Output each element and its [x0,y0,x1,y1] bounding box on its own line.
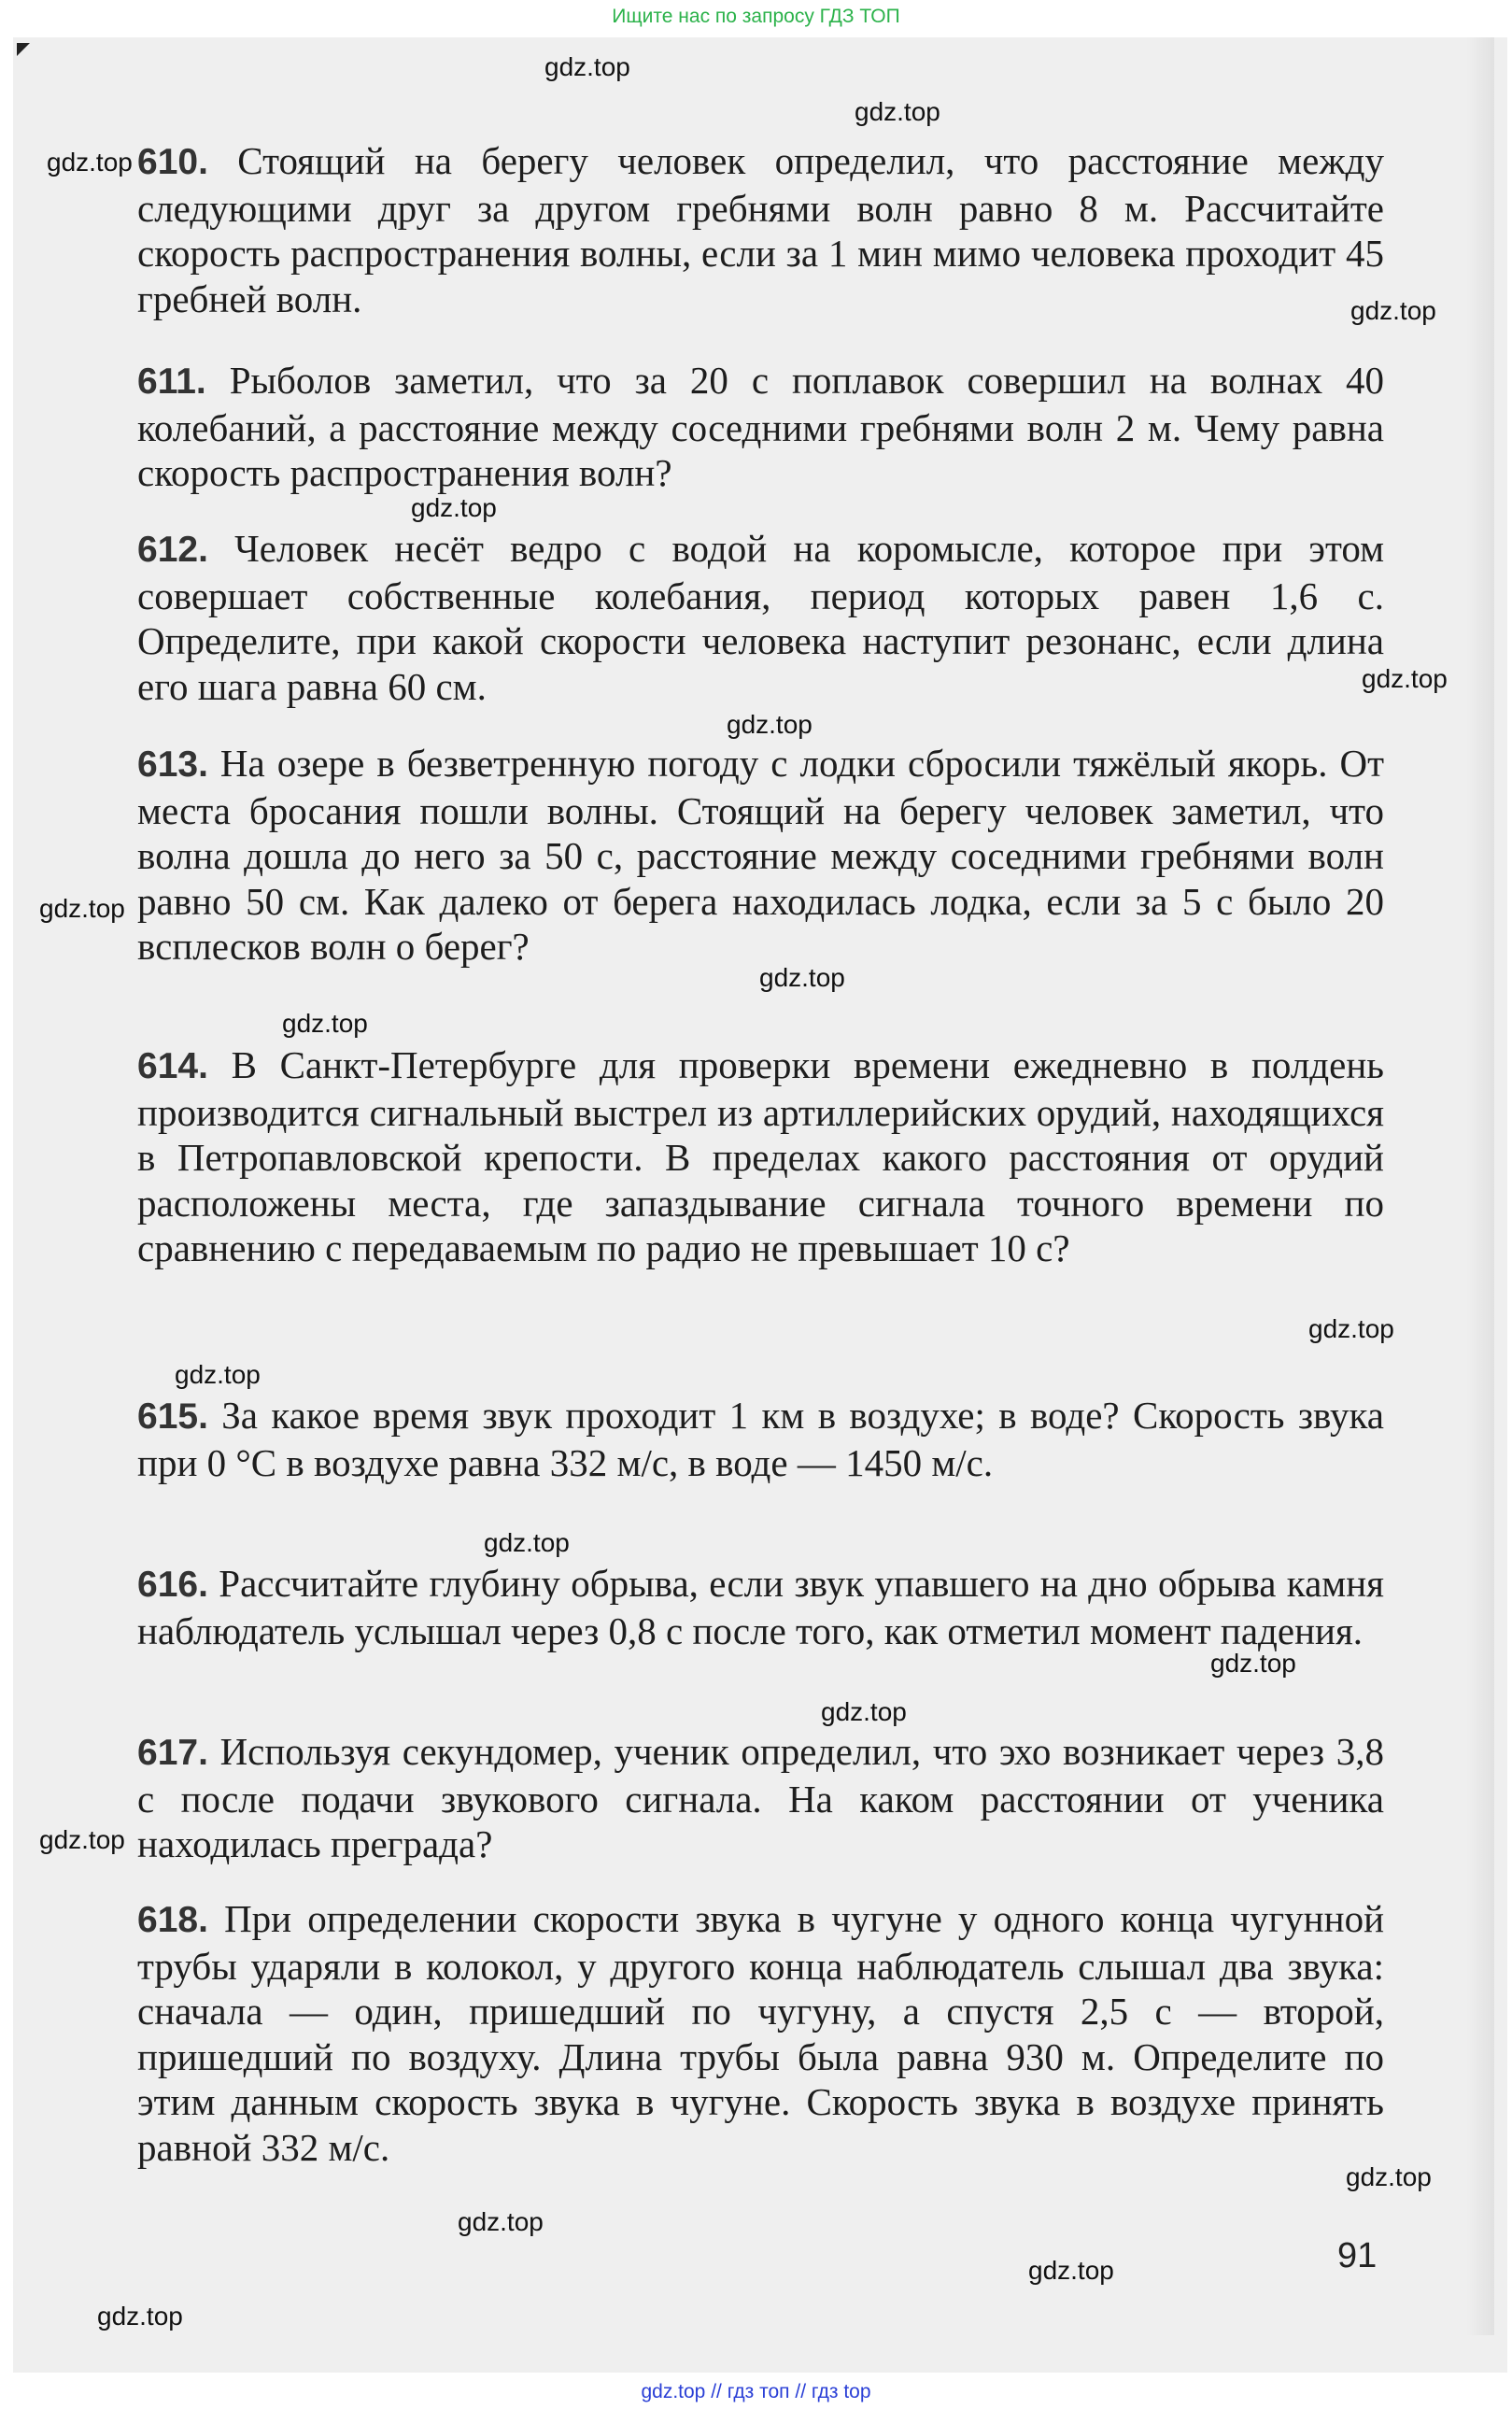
problem-610 [137,138,1384,321]
watermark: gdz.top [1346,2162,1432,2191]
watermark: gdz.top [1308,1314,1394,1343]
watermark: gdz.top [1210,1649,1296,1678]
problem-text: В Санкт-Петербурге для проверки времени ежедневно в полдень производится сигнальный выстрел из артиллерийских орудий, находящихся в Петропавловской крепости. В пределах какого расстояния от орудий расположены места, где запаздывание сигнала точного времени по сравнению с передаваемым по радио не превышает 10 с? [137,1043,1384,1269]
problem-614 [137,1042,1384,1271]
watermark: gdz.top [97,2302,183,2331]
watermark: gdz.top [727,710,813,739]
problem-text: Рыболов заметил, что за 20 с поплавок совершил на волнах 40 колебаний, а расстояние между соседними гребнями волн 2 м. Чему равна скорость распространения волн? [137,359,1385,494]
watermark: gdz.top [759,963,845,992]
problem-text: Используя секундомер, ученик определил, что эхо возникает через 3,8 с после подачи звукового сигнала. На каком расстоянии от ученика находилась преграда? [137,1730,1384,1865]
watermark: gdz.top [39,894,125,923]
problem-611 [137,358,1384,496]
problem-text: За какое время звук проходит 1 км в воздухе; в воде? Скорость звука при 0 °С в воздухе равна 332 м/с, в воде — 1450 м/с. [137,1394,1385,1484]
problem-617 [137,1729,1384,1867]
watermark: gdz.top [1028,2256,1114,2285]
problem-number: 613. [137,744,208,785]
watermark: gdz.top [855,97,940,126]
problem-number: 615. [137,1396,208,1437]
problem-616 [137,1561,1384,1653]
watermark: gdz.top [1350,296,1436,325]
problem-615 [137,1393,1384,1485]
watermark: gdz.top [47,148,133,177]
problem-text: Рассчитайте глубину обрыва, если звук упавшего на дно обрыва камня наблюдатель услышал через 0,8 с после того, как отметил момент падения. [137,1562,1385,1652]
watermark: gdz.top [175,1360,261,1389]
footer-banner: gdz.top // гдз топ // гдз top [641,2381,871,2402]
problem-text: При определении скорости звука в чугуне у одного конца чугунной трубы ударяли в колокол, у другого конца наблюдатель слышал два звука: сначала — один, пришедший по чугуну, а спустя 2,5 с — второй, пришедший по воздуху. Длина трубы была равна 930 м. Определите по этим данным скорость звука в чугуне. Скорость звука в воздухе принять равной 332 м/с. [137,1897,1385,2169]
watermark: gdz.top [1362,664,1448,693]
problem-number: 618. [137,1900,208,1940]
problem-612 [137,526,1384,709]
watermark: gdz.top [458,2207,544,2236]
watermark: gdz.top [544,52,630,81]
problem-number: 610. [137,142,208,182]
page-edge-shade [1466,37,1494,2335]
watermark: gdz.top [282,1009,368,1038]
header-banner: Ищите нас по запросу ГДЗ ТОП [612,6,900,27]
problem-number: 616. [137,1565,208,1605]
problem-number: 617. [137,1733,208,1773]
watermark: gdz.top [484,1528,570,1557]
page-corner-mark [17,43,30,56]
problem-number: 612. [137,530,208,570]
problem-text: Человек несёт ведро с водой на коромысле, которое при этом совершает собственные колебания, период которых равен 1,6 с. Определите, при какой скорости человека наступит резонанс, если длина его шага равна 60 см. [137,527,1385,708]
problem-618 [137,1896,1384,2170]
problem-number: 611. [137,361,206,402]
watermark: gdz.top [411,493,497,522]
problem-text: На озере в безветренную погоду с лодки сбросили тяжёлый якорь. От места бросания пошли волны. Стоящий на берегу человек заметил, что волна дошла до него за 50 с, расстояние между соседними гребнями волн равно 50 см. Как далеко от берега находилась лодка, если за 5 с было 20 всплесков волн о берег? [137,742,1385,968]
problem-613 [137,741,1384,970]
problem-text: Стоящий на берегу человек определил, что расстояние между следующими друг за другом гребнями волн равно 8 м. Рассчитайте скорость распространения волны, если за 1 мин мимо человека проходит 45 гребней волн. [137,139,1385,320]
problem-number: 614. [137,1046,208,1086]
page-number: 91 [1337,2236,1378,2275]
watermark: gdz.top [39,1825,125,1854]
watermark: gdz.top [821,1697,907,1726]
